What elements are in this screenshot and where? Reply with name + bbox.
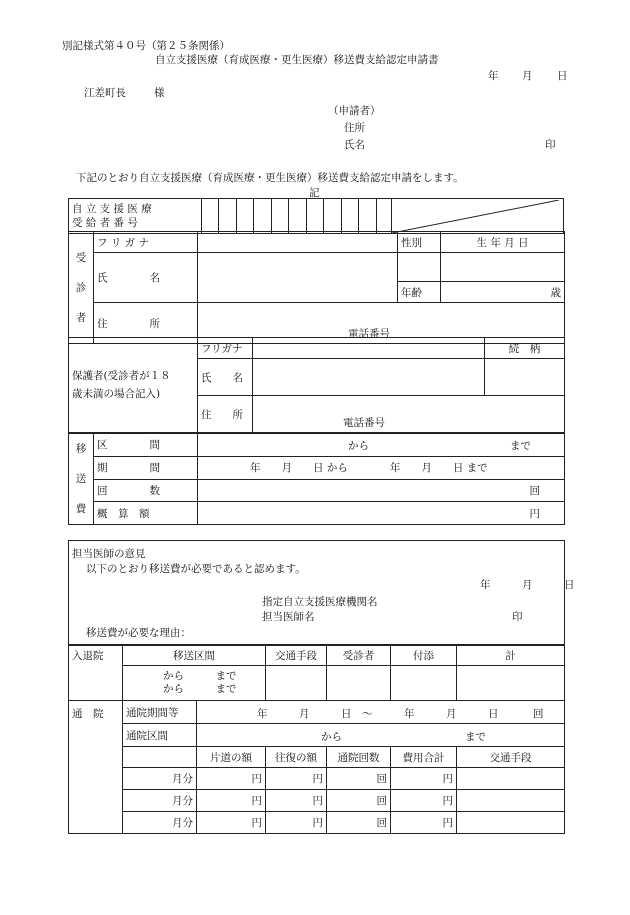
doctor-seal: 印 <box>512 611 523 623</box>
recipient-digit[interactable] <box>201 199 218 234</box>
period-text: 年 月 日 ～ 年 月 日 <box>257 708 499 720</box>
round-header: 往復の額 <box>266 747 327 768</box>
cost-total-header: 費用合計 <box>391 747 457 768</box>
section-label: 区 間 <box>94 434 198 457</box>
round-cell[interactable]: 円 <box>266 790 327 812</box>
patient-detail-table <box>68 231 565 344</box>
section-field[interactable] <box>197 724 565 747</box>
doctor-name-label: 担当医師名 <box>262 611 315 623</box>
table-row <box>69 768 565 790</box>
cost-total-cell[interactable]: 円 <box>391 812 457 834</box>
furigana-field[interactable] <box>198 232 398 253</box>
period-kai: 回 <box>533 708 544 720</box>
visits-cell[interactable]: 回 <box>327 812 391 834</box>
addressee: 江差町長 <box>84 87 126 99</box>
recipient-digit[interactable] <box>376 199 391 234</box>
recipient-digit[interactable] <box>306 199 323 234</box>
name-field[interactable] <box>198 253 398 303</box>
means-field[interactable] <box>266 666 327 701</box>
patient-header: 受診者 <box>327 645 391 666</box>
guardian-furigana-label: フリガナ <box>198 338 253 359</box>
age-label: 年齢 <box>398 282 441 303</box>
page-title: 自立支援医療（育成医療・更生医療）移送費支給認定申請書 <box>155 54 439 66</box>
patient-vertical-label: 受 診 者 <box>69 232 94 344</box>
guardian-phone-field[interactable] <box>253 396 565 433</box>
cost-total-cell[interactable]: 円 <box>391 790 457 812</box>
round-cell[interactable]: 円 <box>266 812 327 834</box>
route-header: 移送区間 <box>123 645 266 666</box>
table-row <box>69 812 565 834</box>
doctor-statement: 以下のとおり移送費が必要であると認めます。 <box>86 563 306 575</box>
attendant-header: 付添 <box>391 645 457 666</box>
estimate-label: 概 算 額 <box>94 502 198 525</box>
furigana-label: フ リ ガ ナ <box>94 232 198 253</box>
intro-text: 下記のとおり自立支援医療（育成医療・更生医療）移送費支給認定申請をします。 <box>76 172 464 184</box>
guardian-name-label: 氏 名 <box>198 359 253 396</box>
guardian-name-field[interactable] <box>253 359 485 396</box>
outpatient-label: 通 院 <box>69 701 123 834</box>
recipient-digit[interactable] <box>254 199 271 234</box>
patient-cost-field[interactable] <box>327 666 391 701</box>
recipient-number-label: 自 立 支 援 医 療 受 給 者 番 号 <box>69 199 202 234</box>
oneway-cell[interactable]: 円 <box>197 768 266 790</box>
attendant-cost-field[interactable] <box>391 666 457 701</box>
birthdate-field[interactable] <box>441 253 565 282</box>
kara-label: から <box>321 731 342 743</box>
oneway-header: 片道の額 <box>197 747 266 768</box>
period-label: 期 間 <box>94 456 198 479</box>
applicant-address-label: 住所 <box>344 122 365 134</box>
transport-vertical-label: 移 送 費 <box>69 434 94 525</box>
period-field[interactable] <box>197 701 565 724</box>
institution-label: 指定自立支援医療機関名 <box>262 596 378 608</box>
month-cell[interactable]: 月分 <box>123 790 197 812</box>
means-cell[interactable] <box>457 812 565 834</box>
month-cell[interactable]: 月分 <box>123 768 197 790</box>
made-label: まで <box>215 683 237 695</box>
times-field[interactable]: 回 <box>198 479 565 502</box>
section-label: 通院区間 <box>123 724 197 747</box>
period-field[interactable]: 年 月 日 から 年 月 日 まで <box>198 456 565 479</box>
kara-label: から <box>163 670 184 682</box>
transport-detail-table <box>68 644 565 834</box>
recipient-digit[interactable] <box>271 199 288 234</box>
reason-label: 移送費が必要な理由： <box>86 627 191 639</box>
address-label: 住 所 <box>94 303 198 344</box>
total-field[interactable] <box>457 666 565 701</box>
means-header: 交通手段 <box>266 645 327 666</box>
cost-total-cell[interactable]: 円 <box>391 768 457 790</box>
applicant-name-label: 氏名 <box>344 139 365 151</box>
kara-label: から <box>348 440 369 452</box>
means-cell[interactable] <box>457 790 565 812</box>
doctor-opinion-title: 担当医師の意見 <box>72 548 146 560</box>
guardian-table <box>68 337 565 433</box>
recipient-digit[interactable] <box>289 199 306 234</box>
applicant-seal: 印 <box>545 139 556 151</box>
means-cell[interactable] <box>457 768 565 790</box>
guardian-relation-field[interactable] <box>485 359 565 396</box>
phone-label: 電話番号 <box>348 328 390 340</box>
recipient-digit[interactable] <box>359 199 376 234</box>
doctor-date[interactable]: 年 月 日 <box>480 579 575 591</box>
guardian-relation-label: 続 柄 <box>485 338 565 359</box>
period-label: 通院期間等 <box>123 701 197 724</box>
ki-label: 記 <box>309 187 320 199</box>
name-label: 氏 名 <box>94 253 198 303</box>
section-field[interactable] <box>198 434 565 457</box>
birthdate-label: 生 年 月 日 <box>441 232 565 253</box>
estimate-field[interactable]: 円 <box>198 502 565 525</box>
transport-table <box>68 433 565 525</box>
date-year-label: 年 <box>488 70 499 82</box>
month-cell[interactable]: 月分 <box>123 812 197 834</box>
visits-cell[interactable]: 回 <box>327 768 391 790</box>
gender-field[interactable] <box>398 253 441 282</box>
route-field[interactable] <box>123 666 266 701</box>
total-header: 計 <box>457 645 565 666</box>
recipient-digit[interactable] <box>219 199 236 234</box>
age-unit[interactable]: 歳 <box>441 282 565 303</box>
recipient-digit[interactable] <box>236 199 253 234</box>
guardian-address-label: 住 所 <box>198 396 253 433</box>
gender-label: 性別 <box>398 232 441 253</box>
made-label: まで <box>215 670 237 682</box>
oneway-cell[interactable]: 円 <box>197 812 266 834</box>
applicant-label: （申請者） <box>328 105 381 117</box>
recipient-digit[interactable] <box>341 199 358 234</box>
blank-header <box>123 747 197 768</box>
guardian-phone-label: 電話番号 <box>343 417 385 429</box>
guardian-furigana-field[interactable] <box>253 338 485 359</box>
admission-label: 入退院 <box>69 645 123 701</box>
date-month-label: 月 <box>522 70 533 82</box>
means2-header: 交通手段 <box>457 747 565 768</box>
made-label: まで <box>510 440 531 452</box>
visits-header: 通院回数 <box>327 747 391 768</box>
form-number: 別記様式第４０号（第２５条関係） <box>62 40 230 52</box>
times-label: 回 数 <box>94 479 198 502</box>
patient-table <box>68 198 564 234</box>
date-day-label: 日 <box>557 70 568 82</box>
guardian-label: 保護者(受診者が１８ 歳未満の場合記入) <box>69 338 198 433</box>
diagonal-cell <box>392 199 564 234</box>
diagonal-line <box>392 200 559 233</box>
recipient-digit[interactable] <box>324 199 341 234</box>
oneway-cell[interactable]: 円 <box>197 790 266 812</box>
visits-cell[interactable]: 回 <box>327 790 391 812</box>
round-cell[interactable]: 円 <box>266 768 327 790</box>
kara-label: から <box>163 683 184 695</box>
made-label: まで <box>465 731 486 743</box>
addressee-sama: 様 <box>154 87 165 99</box>
table-row <box>69 790 565 812</box>
